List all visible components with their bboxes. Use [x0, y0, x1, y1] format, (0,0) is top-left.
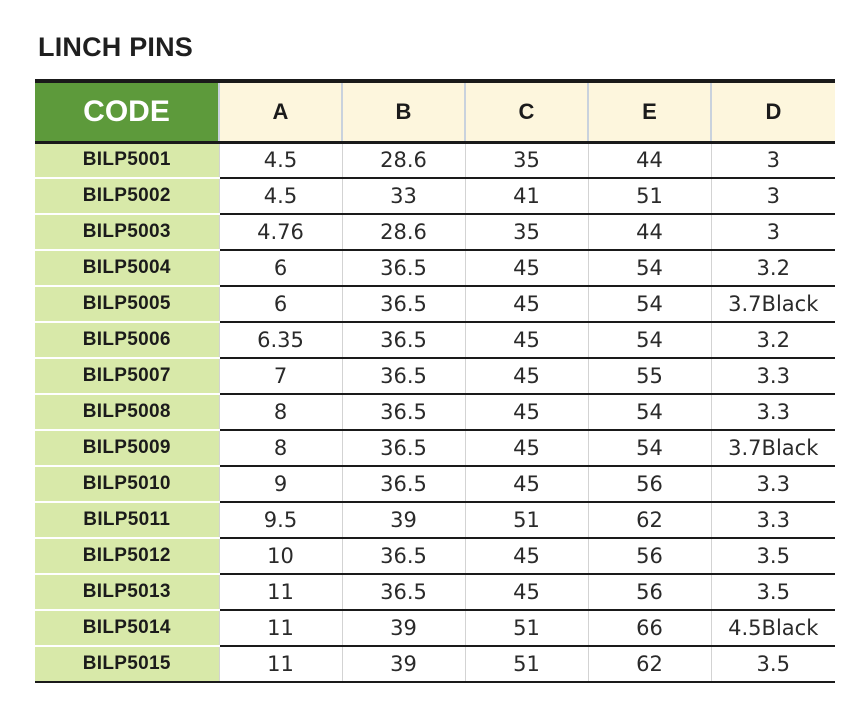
table-row — [35, 574, 835, 610]
header-row — [35, 81, 835, 142]
column-header-d: D — [711, 81, 835, 142]
table-row — [35, 502, 835, 538]
cell-a: 6 — [219, 250, 342, 286]
cell-e: 54 — [588, 394, 711, 430]
cell-e: 62 — [588, 502, 711, 538]
cell-b: 36.5 — [342, 322, 465, 358]
table-row — [35, 646, 835, 682]
cell-d: 3.5 — [711, 538, 835, 574]
cell-code: BILP5011 — [35, 502, 219, 538]
cell-c: 45 — [465, 466, 588, 502]
cell-a: 11 — [219, 610, 342, 646]
table-row — [35, 358, 835, 394]
cell-c: 45 — [465, 322, 588, 358]
cell-c: 45 — [465, 358, 588, 394]
cell-code: BILP5005 — [35, 286, 219, 322]
cell-c: 51 — [465, 646, 588, 682]
cell-d: 3.7Black — [711, 286, 835, 322]
cell-b: 36.5 — [342, 574, 465, 610]
cell-d: 3.5 — [711, 646, 835, 682]
table-row — [35, 250, 835, 286]
cell-a: 11 — [219, 646, 342, 682]
cell-b: 36.5 — [342, 250, 465, 286]
page-title: LINCH PINS — [38, 32, 194, 62]
cell-code: BILP5009 — [35, 430, 219, 466]
cell-code: BILP5002 — [35, 178, 219, 214]
cell-d: 3.3 — [711, 502, 835, 538]
cell-d: 4.5Black — [711, 610, 835, 646]
cell-b: 36.5 — [342, 358, 465, 394]
table-row — [35, 538, 835, 574]
cell-e: 54 — [588, 286, 711, 322]
cell-c: 51 — [465, 610, 588, 646]
cell-e: 62 — [588, 646, 711, 682]
cell-d: 3.5 — [711, 574, 835, 610]
cell-a: 11 — [219, 574, 342, 610]
cell-b: 39 — [342, 610, 465, 646]
cell-b: 39 — [342, 646, 465, 682]
cell-b: 28.6 — [342, 142, 465, 178]
cell-e: 56 — [588, 538, 711, 574]
cell-a: 9.5 — [219, 502, 342, 538]
cell-e: 56 — [588, 466, 711, 502]
cell-d: 3.2 — [711, 322, 835, 358]
cell-c: 45 — [465, 394, 588, 430]
cell-code: BILP5010 — [35, 466, 219, 502]
cell-e: 56 — [588, 574, 711, 610]
cell-a: 10 — [219, 538, 342, 574]
cell-e: 66 — [588, 610, 711, 646]
cell-code: BILP5014 — [35, 610, 219, 646]
cell-c: 45 — [465, 574, 588, 610]
cell-e: 54 — [588, 430, 711, 466]
cell-b: 36.5 — [342, 286, 465, 322]
cell-c: 51 — [465, 502, 588, 538]
cell-code: BILP5003 — [35, 214, 219, 250]
cell-d: 3.3 — [711, 394, 835, 430]
column-header-e: E — [588, 81, 711, 142]
cell-code: BILP5004 — [35, 250, 219, 286]
cell-d: 3 — [711, 142, 835, 178]
cell-d: 3 — [711, 178, 835, 214]
cell-d: 3.2 — [711, 250, 835, 286]
cell-a: 6.35 — [219, 322, 342, 358]
cell-c: 41 — [465, 178, 588, 214]
cell-a: 7 — [219, 358, 342, 394]
cell-c: 45 — [465, 286, 588, 322]
column-header-b: B — [342, 81, 465, 142]
cell-a: 8 — [219, 430, 342, 466]
cell-e: 54 — [588, 250, 711, 286]
cell-c: 35 — [465, 214, 588, 250]
cell-c: 45 — [465, 250, 588, 286]
cell-e: 55 — [588, 358, 711, 394]
cell-c: 45 — [465, 430, 588, 466]
cell-code: BILP5008 — [35, 394, 219, 430]
cell-a: 6 — [219, 286, 342, 322]
cell-c: 35 — [465, 142, 588, 178]
cell-code: BILP5013 — [35, 574, 219, 610]
cell-d: 3.3 — [711, 466, 835, 502]
linch-pins-table — [35, 79, 835, 683]
cell-e: 54 — [588, 322, 711, 358]
cell-c: 45 — [465, 538, 588, 574]
cell-a: 8 — [219, 394, 342, 430]
cell-b: 36.5 — [342, 538, 465, 574]
table-row — [35, 142, 835, 178]
cell-b: 36.5 — [342, 466, 465, 502]
cell-code: BILP5015 — [35, 646, 219, 682]
cell-b: 28.6 — [342, 214, 465, 250]
cell-d: 3.3 — [711, 358, 835, 394]
cell-b: 33 — [342, 178, 465, 214]
cell-code: BILP5006 — [35, 322, 219, 358]
cell-e: 51 — [588, 178, 711, 214]
table-row — [35, 610, 835, 646]
cell-code: BILP5007 — [35, 358, 219, 394]
column-header-code: CODE — [35, 81, 219, 142]
cell-a: 4.5 — [219, 178, 342, 214]
cell-a: 4.5 — [219, 142, 342, 178]
table-row — [35, 430, 835, 466]
column-header-c: C — [465, 81, 588, 142]
table-row — [35, 322, 835, 358]
cell-d: 3.7Black — [711, 430, 835, 466]
cell-e: 44 — [588, 142, 711, 178]
cell-code: BILP5001 — [35, 142, 219, 178]
cell-e: 44 — [588, 214, 711, 250]
column-header-a: A — [219, 81, 342, 142]
table-row — [35, 466, 835, 502]
cell-code: BILP5012 — [35, 538, 219, 574]
table-row — [35, 178, 835, 214]
table-row — [35, 286, 835, 322]
table-row — [35, 214, 835, 250]
cell-b: 39 — [342, 502, 465, 538]
cell-d: 3 — [711, 214, 835, 250]
table-body — [35, 142, 835, 682]
cell-a: 9 — [219, 466, 342, 502]
table-row — [35, 394, 835, 430]
cell-b: 36.5 — [342, 430, 465, 466]
cell-b: 36.5 — [342, 394, 465, 430]
cell-a: 4.76 — [219, 214, 342, 250]
